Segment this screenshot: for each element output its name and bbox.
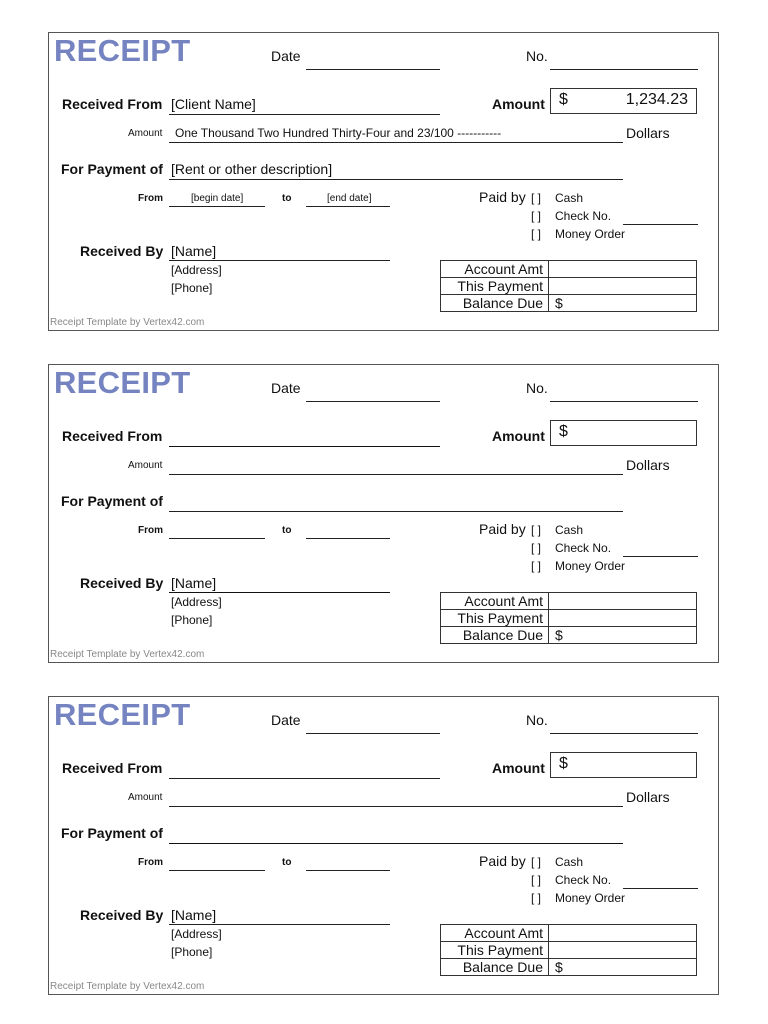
table-row: [441, 610, 697, 627]
paid-by-label: Paid by: [479, 853, 526, 869]
this-payment-cell[interactable]: [549, 942, 697, 959]
checkbox-check[interactable]: [ ]: [531, 873, 542, 887]
checkbox-money-order[interactable]: [ ]: [531, 227, 542, 241]
received-from-field[interactable]: [169, 114, 440, 115]
phone-value: [Phone]: [171, 945, 213, 959]
table-row: [441, 959, 697, 976]
received-from-field[interactable]: [169, 446, 440, 447]
account-amt-label: Account Amt: [441, 261, 549, 278]
check-no-label: Check No.: [555, 541, 612, 555]
table-row: [441, 295, 697, 312]
amount-label: Amount: [492, 760, 545, 776]
address-value: [Address]: [171, 263, 222, 277]
receipt-number-field[interactable]: [550, 401, 698, 402]
from-label: From: [138, 857, 163, 868]
currency-symbol: $: [559, 423, 568, 440]
receipt-3: [48, 696, 719, 995]
balance-due-cell[interactable]: $: [549, 295, 697, 312]
account-amt-cell[interactable]: [549, 261, 697, 278]
account-summary-table: [440, 260, 697, 312]
for-payment-field[interactable]: [169, 511, 623, 512]
for-payment-label: For Payment of: [61, 161, 163, 177]
for-payment-label: For Payment of: [61, 825, 163, 841]
dollars-label: Dollars: [626, 457, 670, 473]
cash-label: Cash: [555, 191, 584, 205]
for-payment-field[interactable]: [169, 843, 623, 844]
name-value: [Name]: [171, 243, 217, 259]
name-field[interactable]: [169, 924, 390, 925]
account-summary-table: [440, 924, 697, 976]
received-from-field[interactable]: [169, 778, 440, 779]
from-date-value: [begin date]: [191, 193, 244, 204]
checkbox-cash[interactable]: [ ]: [531, 855, 542, 869]
receipt-title: RECEIPT: [54, 365, 191, 400]
to-label: to: [282, 525, 292, 536]
date-field[interactable]: [306, 401, 440, 402]
money-order-label: Money Order: [555, 559, 626, 573]
dollars-label: Dollars: [626, 789, 670, 805]
table-row: [441, 593, 697, 610]
receipt-title: RECEIPT: [54, 33, 191, 68]
receipt-number-label: No.: [526, 380, 548, 396]
this-payment-label: This Payment: [441, 942, 549, 959]
this-payment-label: This Payment: [441, 278, 549, 295]
account-amt-cell[interactable]: [549, 925, 697, 942]
address-value: [Address]: [171, 595, 222, 609]
for-payment-label: For Payment of: [61, 493, 163, 509]
received-from-label: Received From: [62, 428, 163, 444]
balance-due-cell[interactable]: $: [549, 959, 697, 976]
currency-symbol: $: [559, 91, 568, 108]
name-value: [Name]: [171, 575, 217, 591]
for-payment-field[interactable]: [169, 179, 623, 180]
from-date-field[interactable]: [169, 206, 265, 207]
balance-due-label: Balance Due: [441, 959, 549, 976]
check-no-label: Check No.: [555, 873, 612, 887]
checkbox-money-order[interactable]: [ ]: [531, 891, 542, 905]
name-field[interactable]: [169, 592, 390, 593]
checkbox-cash[interactable]: [ ]: [531, 191, 542, 205]
received-by-label: Received By: [80, 243, 164, 259]
account-summary-table: [440, 592, 697, 644]
account-amt-cell[interactable]: [549, 593, 697, 610]
receipt-number-field[interactable]: [550, 69, 698, 70]
to-date-field[interactable]: [306, 538, 390, 539]
date-field[interactable]: [306, 733, 440, 734]
receipt-1: [48, 32, 719, 331]
check-no-field[interactable]: [623, 556, 698, 557]
this-payment-cell[interactable]: [549, 610, 697, 627]
checkbox-check[interactable]: [ ]: [531, 541, 542, 555]
money-order-label: Money Order: [555, 227, 626, 241]
amount-words-label: Amount: [128, 460, 163, 471]
amount-words-field[interactable]: [169, 806, 623, 807]
name-value: [Name]: [171, 907, 217, 923]
amount-words-label: Amount: [128, 792, 163, 803]
received-from-label: Received From: [62, 760, 163, 776]
table-row: [441, 278, 697, 295]
this-payment-label: This Payment: [441, 610, 549, 627]
receipt-number-label: No.: [526, 48, 548, 64]
from-date-field[interactable]: [169, 538, 265, 539]
amount-value: 1,234.23: [625, 91, 688, 108]
amount-field[interactable]: [550, 420, 697, 446]
to-label: to: [282, 193, 292, 204]
account-amt-label: Account Amt: [441, 593, 549, 610]
amount-words-field[interactable]: [169, 142, 623, 143]
dollars-label: Dollars: [626, 125, 670, 141]
check-no-field[interactable]: [623, 224, 698, 225]
from-label: From: [138, 193, 163, 204]
table-row: [441, 627, 697, 644]
table-row: [441, 925, 697, 942]
receipt-number-label: No.: [526, 712, 548, 728]
receipt-2: [48, 364, 719, 663]
receipt-title: RECEIPT: [54, 697, 191, 732]
balance-due-label: Balance Due: [441, 295, 549, 312]
table-row: [441, 261, 697, 278]
cash-label: Cash: [555, 523, 584, 537]
address-value: [Address]: [171, 927, 222, 941]
amount-field[interactable]: [550, 88, 697, 114]
amount-words-label: Amount: [128, 128, 163, 139]
date-label: Date: [271, 712, 301, 728]
from-date-field[interactable]: [169, 870, 265, 871]
to-date-field[interactable]: [306, 870, 390, 871]
phone-value: [Phone]: [171, 613, 213, 627]
template-credit: Receipt Template by Vertex42.com: [50, 317, 205, 328]
receipt-number-field[interactable]: [550, 733, 698, 734]
paid-by-label: Paid by: [479, 521, 526, 537]
to-label: to: [282, 857, 292, 868]
for-payment-value: [Rent or other description]: [171, 161, 333, 177]
check-no-field[interactable]: [623, 888, 698, 889]
check-no-label: Check No.: [555, 209, 612, 223]
amount-field[interactable]: [550, 752, 697, 778]
paid-by-label: Paid by: [479, 189, 526, 205]
cash-label: Cash: [555, 855, 584, 869]
amount-words-value: One Thousand Two Hundred Thirty-Four and 23/100 -----------: [175, 126, 502, 140]
currency-symbol: $: [559, 755, 568, 772]
this-payment-cell[interactable]: [549, 278, 697, 295]
date-field[interactable]: [306, 69, 440, 70]
date-label: Date: [271, 48, 301, 64]
amount-label: Amount: [492, 428, 545, 444]
amount-words-field[interactable]: [169, 474, 623, 475]
checkbox-check[interactable]: [ ]: [531, 209, 542, 223]
checkbox-money-order[interactable]: [ ]: [531, 559, 542, 573]
name-field[interactable]: [169, 260, 390, 261]
template-credit: Receipt Template by Vertex42.com: [50, 649, 205, 660]
received-by-label: Received By: [80, 907, 164, 923]
checkbox-cash[interactable]: [ ]: [531, 523, 542, 537]
account-amt-label: Account Amt: [441, 925, 549, 942]
template-credit: Receipt Template by Vertex42.com: [50, 981, 205, 992]
phone-value: [Phone]: [171, 281, 213, 295]
received-from-value: [Client Name]: [171, 96, 256, 112]
balance-due-label: Balance Due: [441, 627, 549, 644]
amount-label: Amount: [492, 96, 545, 112]
received-from-label: Received From: [62, 96, 163, 112]
date-label: Date: [271, 380, 301, 396]
to-date-field[interactable]: [306, 206, 390, 207]
money-order-label: Money Order: [555, 891, 626, 905]
to-date-value: [end date]: [327, 193, 372, 204]
from-label: From: [138, 525, 163, 536]
balance-due-cell[interactable]: $: [549, 627, 697, 644]
received-by-label: Received By: [80, 575, 164, 591]
table-row: [441, 942, 697, 959]
